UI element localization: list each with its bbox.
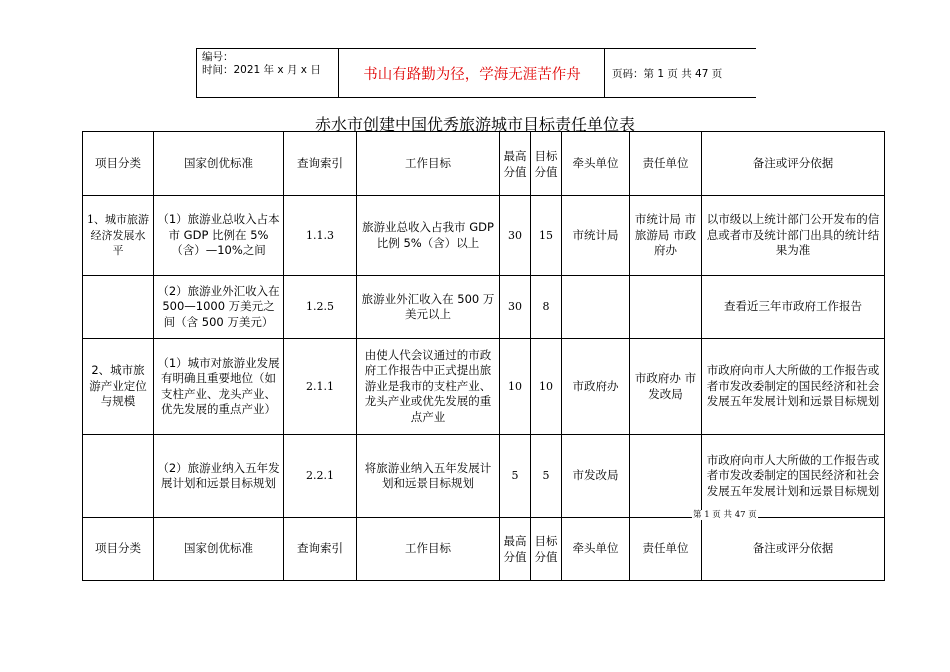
target-score-cell: 5: [531, 435, 562, 518]
responsible-unit-cell: [630, 276, 702, 339]
max-score-cell: 30: [500, 276, 531, 339]
note-cell: 市政府向市人大所做的工作报告或者市发改委制定的国民经济和社会发展五年发展计划和远景目标规划: [702, 435, 885, 518]
time-label: 时间：2021 年 x 月 x 日: [202, 64, 321, 76]
target-score-cell: 8: [531, 276, 562, 339]
table-row: [83, 196, 885, 276]
standard-cell: （1）城市对旅游业发展有明确且重要地位（如支柱产业、龙头产业、优先发展的重点产业）: [154, 339, 284, 435]
column-header: 责任单位: [630, 132, 702, 196]
category-cell: 1、城市旅游经济发展水平: [83, 196, 154, 276]
max-score-cell: 5: [500, 435, 531, 518]
lead-unit-cell: 市发改局: [562, 435, 630, 518]
column-header: 备注或评分依据: [702, 518, 885, 581]
standard-cell: （2）旅游业纳入五年发展计划和远景目标规划: [154, 435, 284, 518]
column-header: 牵头单位: [562, 132, 630, 196]
motto: 书山有路勤为径，学海无涯苦作舟: [340, 49, 605, 97]
category-cell: 2、城市旅游产业定位与规模: [83, 339, 154, 435]
index-cell: 1.2.5: [284, 276, 357, 339]
column-header: 查询索引: [284, 518, 357, 581]
index-cell: 2.2.1: [284, 435, 357, 518]
table-row: [83, 276, 885, 339]
column-header: 项目分类: [83, 518, 154, 581]
table-row: [83, 339, 885, 435]
responsible-unit-cell: [630, 435, 702, 518]
category-cell: [83, 276, 154, 339]
column-header: 最高分值: [500, 518, 531, 581]
lead-unit-cell: 市统计局: [562, 196, 630, 276]
page-title: 赤水市创建中国优秀旅游城市目标责任单位表: [314, 115, 635, 134]
category-cell: [83, 435, 154, 518]
lead-unit-cell: [562, 276, 630, 339]
page-footer-note: 第 1 页 共 47 页: [693, 510, 757, 520]
goal-cell: 旅游业总收入占我市 GDP 比例 5%（含）以上: [357, 196, 500, 276]
column-header: 牵头单位: [562, 518, 630, 581]
number-label: 编号：: [202, 51, 234, 63]
standard-cell: （1）旅游业总收入占本市 GDP 比例在 5%（含）—10%之间: [154, 196, 284, 276]
column-header: 国家创优标准: [154, 132, 284, 196]
standard-cell: （2）旅游业外汇收入在 500—1000 万美元之间（含 500 万美元）: [154, 276, 284, 339]
responsibility-table: [82, 131, 885, 581]
page-label: 页码：第 1 页 共 47 页: [612, 67, 723, 80]
responsible-unit-cell: 市政府办 市发改局: [630, 339, 702, 435]
max-score-cell: 10: [500, 339, 531, 435]
note-cell: 查看近三年市政府工作报告: [702, 276, 885, 339]
target-score-cell: 10: [531, 339, 562, 435]
column-header: 目标分值: [531, 518, 562, 581]
column-header: 备注或评分依据: [702, 132, 885, 196]
repeated-header-row: [83, 518, 885, 581]
column-header: 最高分值: [500, 132, 531, 196]
column-header: 查询索引: [284, 132, 357, 196]
index-cell: 1.1.3: [284, 196, 357, 276]
note-cell: 以市级以上统计部门公开发布的信息或者市及统计部门出具的统计结果为准: [702, 196, 885, 276]
header-row: [83, 132, 885, 196]
column-header: 国家创优标准: [154, 518, 284, 581]
column-header: 工作目标: [357, 518, 500, 581]
goal-cell: 旅游业外汇收入在 500 万美元以上: [357, 276, 500, 339]
goal-cell: 将旅游业纳入五年发展计划和远景目标规划: [357, 435, 500, 518]
note-cell: 市政府向市人大所做的工作报告或者市发改委制定的国民经济和社会发展五年发展计划和远景目标规划: [702, 339, 885, 435]
target-score-cell: 15: [531, 196, 562, 276]
column-header: 责任单位: [630, 518, 702, 581]
document-header: [196, 48, 756, 98]
column-header: 工作目标: [357, 132, 500, 196]
column-header: 项目分类: [83, 132, 154, 196]
max-score-cell: 30: [500, 196, 531, 276]
table-row: [83, 435, 885, 518]
lead-unit-cell: 市政府办: [562, 339, 630, 435]
header-meta-cell: [197, 49, 339, 97]
goal-cell: 由使人代会议通过的市政府工作报告中正式提出旅游业是我市的支柱产业、龙头产业或优先发展的重点产业: [357, 339, 500, 435]
index-cell: 2.1.1: [284, 339, 357, 435]
column-header: 目标分值: [531, 132, 562, 196]
responsible-unit-cell: 市统计局 市旅游局 市政府办: [630, 196, 702, 276]
